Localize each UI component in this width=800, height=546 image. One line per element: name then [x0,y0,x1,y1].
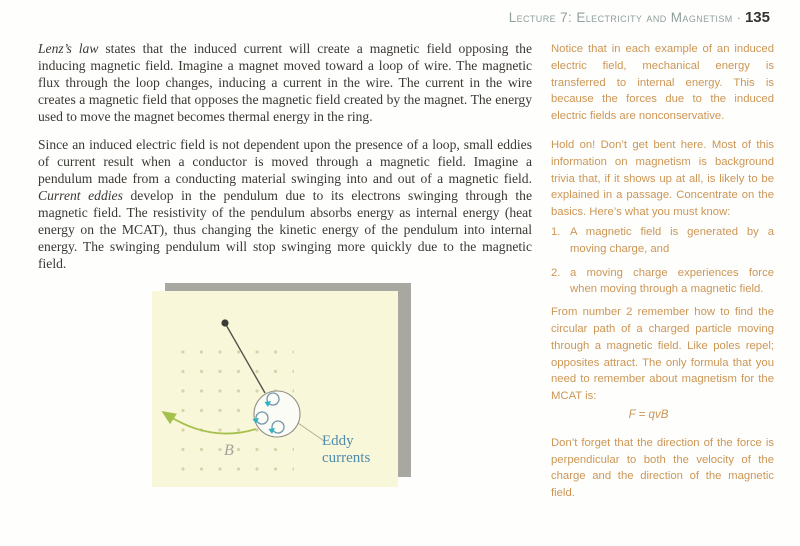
figure-panel [152,291,398,487]
paragraph-eddy-currents [38,136,532,272]
chapter-title: Lecture 7: Electricity and Magnetism [508,10,733,25]
list-text-2: a moving charge experiences force when moving through a magnetic field. [570,266,774,296]
main-text-column [38,40,532,272]
magnetism-formula: F = qvB [628,408,669,421]
page-number: 135 [744,9,770,26]
header-separator: · [736,10,741,25]
margin-note-circular-path: From number 2 remember how to find the circular path of a charged particle moving through a magnetic field. Like poles repel; opposites attract. The only formula that you need to remember about magnetism for the MCAT is: [551,306,774,403]
margin-note-nonconservative: Notice that in each example of an induced electric field, mechanical energy is transferred to internal energy. This is because the forces due to the induced electric fields are nonconservative. [551,43,774,123]
margin-list-item-2 [551,265,774,299]
pendulum-bob [254,391,300,437]
eddy-currents-label: Eddy currents [322,433,371,466]
paragraph-eddy-part1: Since an induced electric field is not dependent upon the presence of a loop, small eddies of current result when a conductor is moved through a magnetic field. Imagine a pendulum made from a conducting material swinging into and out of a magnetic field. [38,137,532,186]
list-number-1: 1. [551,225,561,238]
label-pointer-line [298,423,324,441]
page-header [509,9,770,27]
pivot-dot [221,319,228,326]
paragraph-lenz-law [38,40,532,125]
current-eddies-italic: Current eddies [38,188,123,203]
list-number-2: 2. [551,266,561,279]
margin-note-hold-on: Hold on! Don’t get bent here. Most of this information on magnetism is background trivia that, if it shows up at all, is likely to be explained in a passage. Concentrate on the basics. Here’s what you must know: [551,138,774,219]
margin-note-direction: Don’t forget that the direction of the force is perpendicular to both the velocity of the charge and the direction of the magnetic field. [551,436,774,500]
magnetic-field-label: B [224,442,234,459]
paragraph-lenz-law-text: states that the induced current will create a magnetic field opposing the inducing magnetic field. Imagine a magnet moved toward a loop of wire. The magnetic flux through the loop changes, inducing a current in the wire. The current in the wire creates a magnetic field that opposes the magnetic field created by the magnet. The energy used to move the magnet becomes thermal energy in the ring. [38,41,532,124]
list-text-1: A magnetic field is generated by a moving charge, and [570,225,774,255]
figure-pendulum [152,283,414,491]
margin-notes [551,41,774,502]
paragraph-eddy-part2: develop in the pendulum due to its electrons swinging through the magnetic field. The resistivity of the pendulum absorbs energy as internal energy (heat energy on the MCAT), thus changing the kinetic energy of the pendulum into internal energy. The swinging pendulum will stop swinging more quickly due to the magnetic field. [38,188,532,271]
margin-list-item-1 [551,224,774,258]
lenz-law-italic: Lenz’s law [38,41,99,56]
